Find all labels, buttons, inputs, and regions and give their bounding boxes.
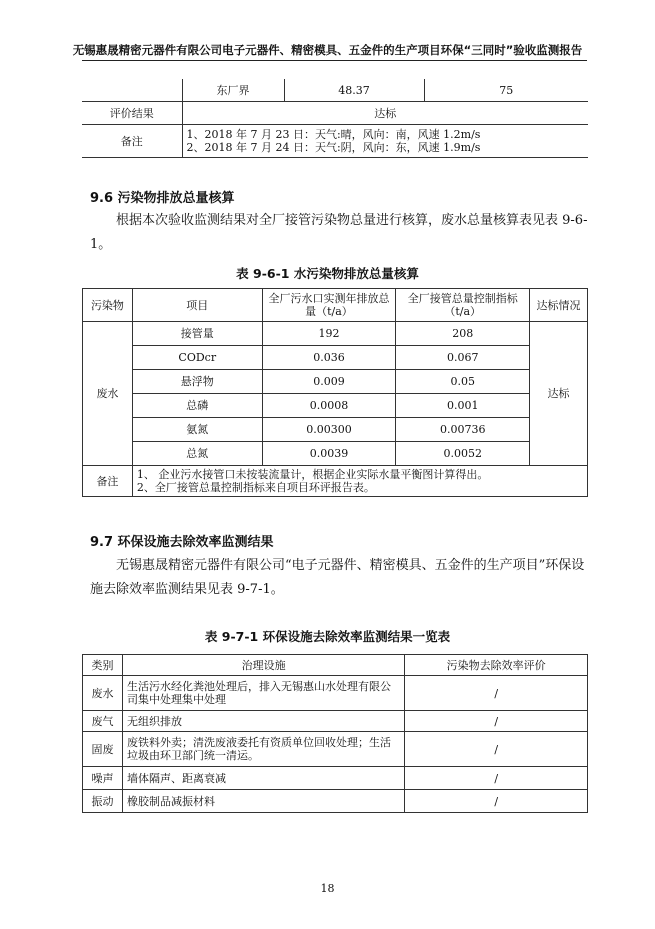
table-cell: 0.00736 [396,418,530,442]
paragraph: 根据本次验收监测结果对全厂接管污染物总量进行核算，废水总量核算表见表 9-6-1。 [90,213,588,252]
table-cell: 总氮 [132,442,262,466]
table-cell: 0.0008 [262,394,396,418]
table-cell: / [405,732,588,767]
table-header: 污染物去除效率评价 [405,655,588,676]
table-row [83,346,588,370]
table-header: 类别 [83,655,123,676]
section-title: 9.7 环保设施去除效率监测结果 [90,535,274,550]
pollutant-cell: 废水 [83,322,133,466]
table-row [83,767,588,790]
table-row [83,370,588,394]
remark-line: 1、2018 年 7 月 23 日：天气:晴，风向：南，风速 1.2m/s [186,128,481,141]
page-number: 18 [320,882,335,895]
report-header: 无锡惠晟精密元器件有限公司电子元器件、精密模具、五金件的生产项目环保“三同时”验收监测报告 [72,43,583,57]
header-divider [82,60,587,61]
table-cell: / [405,676,588,711]
table-header: 治理设施 [122,655,404,676]
remarks-cell [182,125,588,158]
table-cell: 振动 [83,790,123,813]
table-cell: 生活污水经化粪池处理后，排入无锡惠山水处理有限公司集中处理集中处理 [122,676,404,711]
table-cell: / [405,767,588,790]
remark-line: 2、2018 年 7 月 24 日：天气:阴，风向：东，风速 1.9m/s [186,141,481,154]
table-cell: 无组织排放 [122,711,404,732]
table-cell: 0.009 [262,370,396,394]
table-cell: / [405,790,588,813]
table-cell: 废铁料外卖；清洗废液委托有资质单位回收处理；生活垃圾由环卫部门统一清运。 [122,732,404,767]
table-header: 项目 [132,289,262,322]
table-row [83,790,588,813]
table-cell: 0.0039 [262,442,396,466]
table-cell: 0.05 [396,370,530,394]
table-cell: 备注 [82,125,182,158]
note-line: 1、 企业污水接管口未按装流量计，根据企业实际水量平衡图计算得出。 [136,468,489,481]
table-cell: / [405,711,588,732]
table-caption: 表 9-7-1 环保设施去除效率监测结果一览表 [204,629,451,644]
table-cell: 0.001 [396,394,530,418]
paragraph: 无锡惠晟精密元器件有限公司“电子元器件、精密模具、五金件的生产项目”环保设施去除效率监测结果见表 9-7-1。 [90,558,585,597]
noise-table-continuation [82,79,588,158]
table-cell: 0.067 [396,346,530,370]
table-header: 达标情况 [530,289,588,322]
result-cell: 达标 [530,322,588,466]
table-row [83,442,588,466]
table-cell: 75 [424,79,588,102]
table-9-6-1 [82,288,588,497]
table-header: 全厂污水口实测年排放总量（t/a） [262,289,396,322]
table-cell: CODcr [132,346,262,370]
table-cell: 氨氮 [132,418,262,442]
table-cell: 备注 [83,466,133,497]
table-row [83,322,588,346]
table-row [83,418,588,442]
table-header: 污染物 [83,289,133,322]
table-cell: 废气 [83,711,123,732]
table-9-7-1 [82,654,588,813]
table-cell: 208 [396,322,530,346]
table-cell: 达标 [182,102,588,125]
table-cell: 悬浮物 [132,370,262,394]
table-row [83,711,588,732]
table-cell: 橡胶制品减振材料 [122,790,404,813]
table-header: 全厂接管总量控制指标（t/a） [396,289,530,322]
table-cell: 接管量 [132,322,262,346]
table-cell [82,79,182,102]
table-row [83,394,588,418]
table-cell: 总磷 [132,394,262,418]
section-title: 9.6 污染物排放总量核算 [90,191,235,206]
table-cell: 192 [262,322,396,346]
notes-cell [132,466,587,497]
table-cell: 评价结果 [82,102,182,125]
table-caption: 表 9-6-1 水污染物排放总量核算 [236,266,419,281]
table-cell: 0.036 [262,346,396,370]
table-cell: 固废 [83,732,123,767]
note-line: 2、全厂接管总量控制指标来自项目环评报告表。 [136,481,375,494]
table-row [83,676,588,711]
table-row [83,732,588,767]
table-cell: 废水 [83,676,123,711]
table-cell: 0.00300 [262,418,396,442]
table-cell: 0.0052 [396,442,530,466]
table-cell: 噪声 [83,767,123,790]
table-cell: 东厂界 [182,79,284,102]
table-cell: 48.37 [284,79,424,102]
table-cell: 墙体隔声、距离衰减 [122,767,404,790]
